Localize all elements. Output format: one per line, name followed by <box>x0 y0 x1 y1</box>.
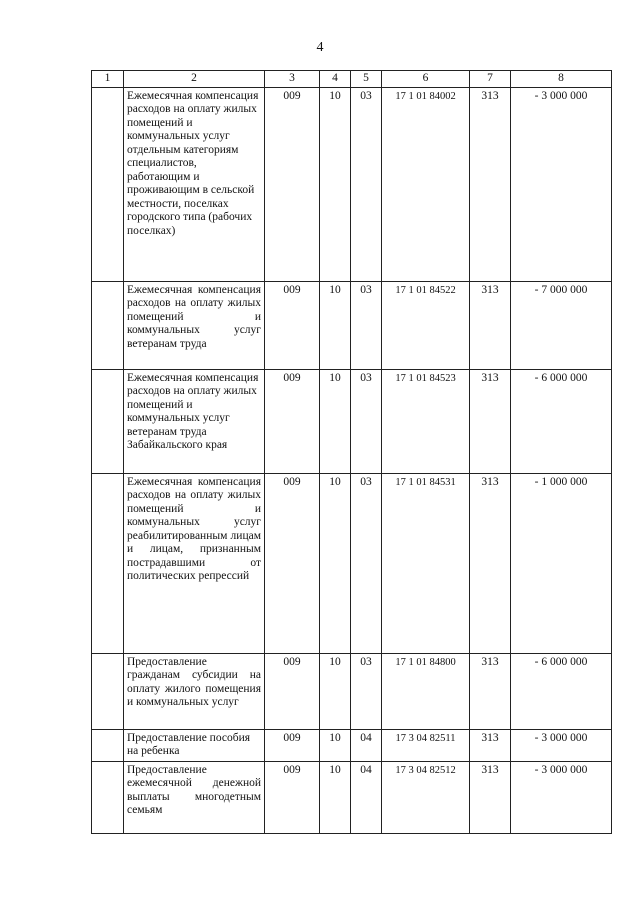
amount-cell: - 1 000 000 <box>511 473 612 653</box>
target-article-cell: 17 3 04 82511 <box>382 729 470 761</box>
ministry-code-cell: 009 <box>265 729 320 761</box>
ministry-code-cell: 009 <box>265 281 320 369</box>
table-row <box>92 473 612 653</box>
expense-type-cell: 313 <box>470 473 511 653</box>
header-cell-6: 6 <box>382 71 470 88</box>
subsection-code-cell: 04 <box>351 729 382 761</box>
subsection-code-cell: 03 <box>351 473 382 653</box>
table-row <box>92 761 612 833</box>
table-row <box>92 369 612 473</box>
subsection-code-cell: 04 <box>351 761 382 833</box>
header-cell-3: 3 <box>265 71 320 88</box>
target-article-cell: 17 1 01 84531 <box>382 473 470 653</box>
header-cell-4: 4 <box>320 71 351 88</box>
expense-type-cell: 313 <box>470 761 511 833</box>
ministry-code-cell: 009 <box>265 653 320 729</box>
ministry-code-cell: 009 <box>265 87 320 281</box>
subsection-code-cell: 03 <box>351 87 382 281</box>
expense-type-cell: 313 <box>470 369 511 473</box>
row-number-cell <box>92 729 124 761</box>
ministry-code-cell: 009 <box>265 761 320 833</box>
section-code-cell: 10 <box>320 473 351 653</box>
row-number-cell <box>92 87 124 281</box>
header-cell-8: 8 <box>511 71 612 88</box>
expense-name-cell: Ежемесячная компенсация расходов на оплату жилых помещений и коммунальных услуг ветеранам труда <box>124 281 265 369</box>
header-cell-5: 5 <box>351 71 382 88</box>
section-code-cell: 10 <box>320 653 351 729</box>
expense-type-cell: 313 <box>470 87 511 281</box>
table-row <box>92 653 612 729</box>
header-cell-7: 7 <box>470 71 511 88</box>
ministry-code-cell: 009 <box>265 473 320 653</box>
table-row <box>92 87 612 281</box>
expense-type-cell: 313 <box>470 729 511 761</box>
budget-table <box>91 70 612 834</box>
target-article-cell: 17 3 04 82512 <box>382 761 470 833</box>
expense-name-cell: Предоставление пособия на ребенка <box>124 729 265 761</box>
table-row <box>92 729 612 761</box>
ministry-code-cell: 009 <box>265 369 320 473</box>
row-number-cell <box>92 653 124 729</box>
target-article-cell: 17 1 01 84523 <box>382 369 470 473</box>
row-number-cell <box>92 369 124 473</box>
subsection-code-cell: 03 <box>351 369 382 473</box>
expense-name-cell: Предоставление гражданам субсидии на оплату жилого помещения и коммунальных услуг <box>124 653 265 729</box>
expense-type-cell: 313 <box>470 653 511 729</box>
expense-name-cell: Предоставление ежемесячной денежной выплаты многодетным семьям <box>124 761 265 833</box>
target-article-cell: 17 1 01 84002 <box>382 87 470 281</box>
amount-cell: - 3 000 000 <box>511 729 612 761</box>
target-article-cell: 17 1 01 84522 <box>382 281 470 369</box>
section-code-cell: 10 <box>320 729 351 761</box>
expense-name-cell: Ежемесячная компенсация расходов на оплату жилых помещений и коммунальных услуг отдельным категориям специалистов, работающим и проживающим в сельской местности, поселках городского типа (рабочих поселках) <box>124 87 265 281</box>
page-number: 4 <box>316 40 324 55</box>
row-number-cell <box>92 473 124 653</box>
amount-cell: - 3 000 000 <box>511 761 612 833</box>
section-code-cell: 10 <box>320 87 351 281</box>
table-body <box>92 71 612 834</box>
section-code-cell: 10 <box>320 369 351 473</box>
target-article-cell: 17 1 01 84800 <box>382 653 470 729</box>
header-cell-1: 1 <box>92 71 124 88</box>
amount-cell: - 7 000 000 <box>511 281 612 369</box>
subsection-code-cell: 03 <box>351 281 382 369</box>
expense-name-cell: Ежемесячная компенсация расходов на оплату жилых помещений и коммунальных услуг ветеранам труда Забайкальского края <box>124 369 265 473</box>
amount-cell: - 6 000 000 <box>511 369 612 473</box>
table-row <box>92 281 612 369</box>
expense-type-cell: 313 <box>470 281 511 369</box>
section-code-cell: 10 <box>320 281 351 369</box>
table-header-row <box>92 71 612 88</box>
expense-name-cell: Ежемесячная компенсация расходов на оплату жилых помещений и коммунальных услуг реабилитированным лицам и лицам, признанным пострадавшими от политических репрессий <box>124 473 265 653</box>
section-code-cell: 10 <box>320 761 351 833</box>
subsection-code-cell: 03 <box>351 653 382 729</box>
amount-cell: - 3 000 000 <box>511 87 612 281</box>
row-number-cell <box>92 761 124 833</box>
header-cell-2: 2 <box>124 71 265 88</box>
row-number-cell <box>92 281 124 369</box>
amount-cell: - 6 000 000 <box>511 653 612 729</box>
